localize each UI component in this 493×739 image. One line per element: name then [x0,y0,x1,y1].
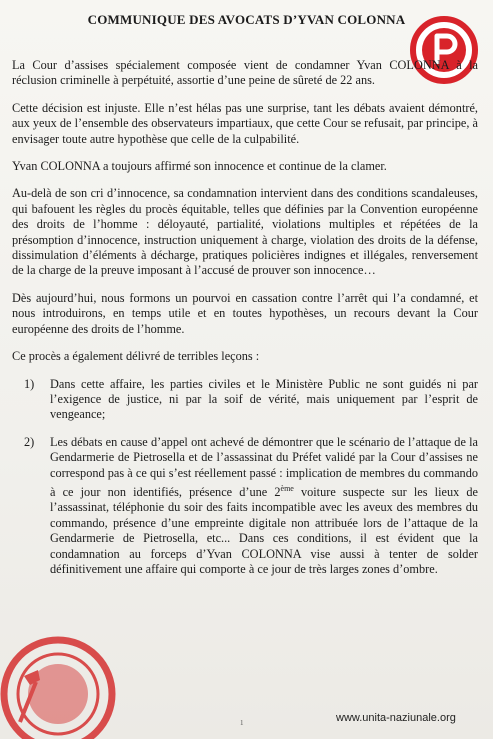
paragraph: Dès aujourd’hui, nous formons un pourvoi en cassation contre l’arrêt qui l’a condamné, et nous introduirons, en temps utile et en toutes hypothèses, un recours devant la Cour européenne des droits de l’homme. [12,290,478,336]
document-body [12,58,478,589]
paragraph: Cette décision est injuste. Elle n’est hélas pas une surprise, tant les débats avaient démontré, aux yeux de l’ensemble des observateurs impartiaux, que cette Cour se refusait, par principe, à envisager toute autre hypothèse que celle de la culpabilité. [12,100,478,146]
list-item-text [50,435,478,578]
red-circular-stamp-icon [0,610,160,739]
website-url: www.unita-naziunale.org [336,712,456,724]
list-item-number: 2) [24,434,35,449]
paragraph: Ce procès a également délivré de terribles leçons : [12,349,260,364]
list-item-number: 1) [24,376,35,391]
list-item [24,377,478,423]
paragraph: Yvan COLONNA a toujours affirmé son innocence et continue de la clamer. [12,159,387,174]
paragraph: La Cour d’assises spécialement composée vient de condamner Yvan COLONNA à la réclusion criminelle à perpétuité, assortie d’une peine de sûreté de 22 ans. [12,58,478,88]
superscript-ordinal: ème [280,483,294,493]
list-item-text-part: Les débats en cause d’appel ont achevé de démontrer que le scénario de l’attaque de la Gendarmerie de Pietrosella et de l’assassinat du Préfet validé par la Cour d’assises ne correspond pas à ce qui s’est réellement passé : implication de membres du commando à ce jour non identifiés, présence d’une 2 [50,434,478,500]
page-number: 1 [240,719,244,727]
list-item-text: Dans cette affaire, les parties civiles et le Ministère Public ne sont guidés ni par l’exigence de justice, ni par la soif de vérité, mais uniquement par l’esprit de vengeance; [50,376,478,422]
paragraph: Au-delà de son cri d’innocence, sa condamnation intervient dans des conditions scandaleuses, qui bafouent les règles du procès équitable, telles que définies par la Convention européenne des droits de l’homme : déloyauté, partialité, violations multiples et répétées de la présomption d’innocence, instruction uniquement à charge, violation des droits de la défense, dissimulation d’éléments à décharge, pratiques policières indignes et illégales, renversement de la charge de la preuve imposant à l’accusé de prouver son innocence… [12,186,478,278]
list-item-text-part: voiture suspecte sur les lieux de l’assassinat, téléphonie du soir des faits incompatible avec les aveux des membres du commando, présence d’une empreinte digitale non attribuée lors de l’attaque de la Gendarmerie de Pietrosella, etc... Dans ces conditions, il est évident que la condamnation au forceps d’Yvan COLONNA vise aussi à tenter de solder définitivement une affaire qui comporte à ce jour de très larges zones d’ombre. [50,485,478,577]
page-title: COMMUNIQUE DES AVOCATS D’YVAN COLONNA [87,12,406,27]
list-item [24,435,478,578]
